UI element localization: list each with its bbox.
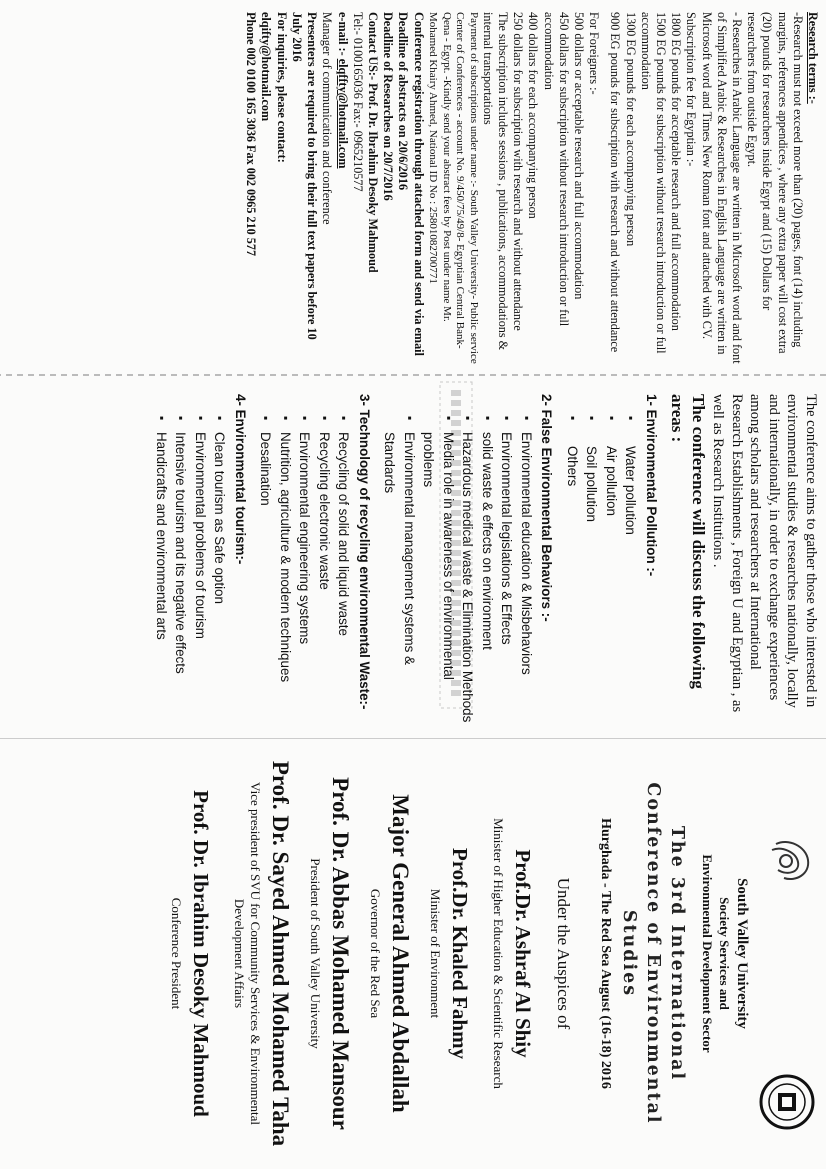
topics-heading: The conference will discuss the following areas : xyxy=(668,394,708,689)
registration-paragraph: Conference registration through attached form and send via email xyxy=(411,12,426,356)
logo-row xyxy=(754,748,818,1159)
foreigners-heading: For Foreigners :- xyxy=(587,12,602,95)
egyptian-fee-4: 900 EG pounds for subscription with research and without attendance xyxy=(608,12,623,353)
list-item: ▪ Water pollution xyxy=(621,416,641,726)
patron-role-3: Governor of the Red Sea xyxy=(368,888,383,1019)
email-label: e-mail :- xyxy=(335,12,350,56)
list-item: ▪ Environmental legislations & Effects xyxy=(497,416,517,726)
foreign-fee-2: 450 dollars for subscription without research introduction or full accommodation xyxy=(541,12,571,327)
presenters-line: Presenters are required to bring their full text papers before 10 July 2016 xyxy=(289,12,320,340)
conference-date-place: Hurghada - The Red Sea August (16-18) 2016 xyxy=(598,818,613,1089)
list-item: ▪ Environmental problems of tourism xyxy=(191,416,211,726)
list-item: ▪ Hazardous medical waste & Elimination Methods xyxy=(458,416,478,726)
inquiries-email[interactable]: elqifty@hotmail.com xyxy=(259,12,274,122)
inquiries-line: For inquiries, please contact: xyxy=(274,12,289,163)
deadline-researches: Deadline of Researches on 20/7/2016 xyxy=(381,12,396,201)
email-line xyxy=(334,12,349,364)
list-item: ▪ Intensive tourism and its negative effects xyxy=(171,416,191,726)
list-item: ▪ Environmental management systems & Standards xyxy=(380,416,419,726)
list-item: ▪ Environmental education & Misbehaviors xyxy=(517,416,537,726)
foreign-fee-4: 250 dollars for subscription with research and without attendance xyxy=(511,12,526,331)
list-item: ▪ Nutrition, agriculture & modern techniques xyxy=(276,416,296,726)
patron-name-1: Prof.Dr. Ashraf Al Shiy xyxy=(511,849,535,1058)
list-item: ▪ Handicrafts and environmental arts xyxy=(152,416,172,726)
conference-title-line-1: The 3rd International xyxy=(667,825,687,1082)
list-item: ▪ Environmental engineering systems xyxy=(295,416,315,726)
subscription-includes: The subscription includes sessions , publications, accommodations & internal transportations xyxy=(480,12,510,351)
patron-role-2: Minister of Environment xyxy=(428,888,443,1019)
tel-fax-line: Tel:- 0100165036 Fax:- 0965210577 xyxy=(350,12,365,192)
list-item: ▪ Recycling of solid and liquid waste xyxy=(334,416,354,726)
sector-line-2: Environmental Development Sector xyxy=(700,854,715,1053)
patron-name-6: Prof. Dr. Ibrahim Desoky Mahmoud xyxy=(189,790,213,1117)
email-link[interactable]: elqffty@hotmail.com xyxy=(335,58,350,169)
conference-title-line-2: Conference of Environmental Studies xyxy=(619,782,663,1125)
list-item: ▪ Desalination xyxy=(256,416,276,726)
terms-panel xyxy=(0,0,826,378)
section-title-tourism: 4- Environmental tourism:- xyxy=(233,394,248,565)
conference-aims: The conference aims to gather those who interested in environmental studies & researches nationally, locally and internationally, in order to exchange experiences among scholars and researchers at International Research Establishments , Foreign U and Egyptian , as well as Research Institutions . xyxy=(710,394,819,713)
list-item: ▪ Recycling electronic waste xyxy=(315,416,335,726)
tourism-list xyxy=(152,394,230,726)
section-title-recycling: 3- Technology of recycling environmental Waste:- xyxy=(357,394,372,710)
payment-paragraph: Payment of subscriptions under name :- South Valley University- Public service Center of Conferences - account No. 9/450/75/49/8- Egyptian Central Bank- Qena - Egypt. -Kindly send your abstract fees by Post under name Mr. Mohamed Khairy Ahmed, National ID No : 25801082700771 xyxy=(427,12,480,364)
patron-role-6: Conference President xyxy=(169,897,184,1010)
list-item: ▪ solid waste & effects on environment xyxy=(478,416,498,726)
university-logo-icon xyxy=(758,1073,816,1131)
list-item: ▪ Clean tourism as Safe option xyxy=(210,416,230,726)
patron-name-4: Prof. Dr. Abbas Mohamed Mansour xyxy=(328,777,353,1130)
egyptian-fee-1: 1800 EG pounds for acceptable research and full accommodation xyxy=(669,12,684,331)
patron-name-3: Major General Ahmed Abdallah xyxy=(388,794,413,1113)
list-item: ▪ Soil pollution xyxy=(582,416,602,726)
research-terms-heading: Research terms :- xyxy=(806,12,820,104)
cover-panel xyxy=(0,738,826,1169)
patron-role-5: Vice president of SVU for Community Services & Environmental Development Affairs xyxy=(232,782,263,1125)
fold-line-left xyxy=(0,374,826,376)
foreign-fee-1: 500 dollars or acceptable research and full accommodation xyxy=(571,12,586,300)
list-item: ▪ Air pollution xyxy=(602,416,622,726)
topics-panel xyxy=(0,378,826,738)
pollution-list xyxy=(563,394,641,726)
patron-role-1: Minister of Higher Education & Scientific Research xyxy=(491,818,506,1089)
patron-role-4: President of South Valley University xyxy=(308,858,323,1049)
behaviors-list xyxy=(380,394,536,726)
university-name: South Valley University xyxy=(734,878,750,1029)
list-item: ▪ Others xyxy=(563,416,583,726)
patron-name-2: Prof.Dr. Khaled Fahmy xyxy=(448,847,472,1060)
section-title-behaviors: 2- False Environmental Behaviors :- xyxy=(539,394,555,622)
foreign-fee-3: 400 dollars for each accompanying person xyxy=(526,12,541,219)
conference-emblem-icon xyxy=(762,834,816,888)
auspices-label: Under the Auspices of xyxy=(554,877,573,1030)
phone-fax-line: Phone 002 0100 165 3036 Fax 002 0965 210 577 xyxy=(244,12,259,257)
manager-line: Manager of communication and conference xyxy=(320,12,335,225)
language-paragraph: - Researches in Arabic Language are written in Microsoft word and font of Simplified Arabic & Researches in English Language are written in Microsoft word and Times New Roman font and attached with CV. xyxy=(699,12,744,364)
section-title-pollution: 1- Environmental Pollution :- xyxy=(644,394,659,577)
egyptian-fee-2: 1500 EG pounds for subscription without research introduction or full accommodation xyxy=(638,12,668,354)
egyptian-fee-3: 1300 EG pounds for each accompanying person xyxy=(623,12,638,247)
list-item: ▪ Media role in awareness of environmental problems xyxy=(419,416,458,726)
recycling-list xyxy=(256,394,354,726)
patron-name-5: Prof. Dr. Sayed Ahmed Mohamed Taha xyxy=(268,760,293,1147)
deadline-abstracts: Deadline of abstracts on 20/6/2016 xyxy=(396,12,411,191)
sector-line-1: Society Services and xyxy=(717,897,732,1010)
subscription-egyptian-heading: Subscription fee for Egyptian :- xyxy=(684,12,699,167)
contact-line: Contact US:- Prof. Dr. Ibrahim Desoky Mahmoud xyxy=(365,12,380,273)
terms-paragraph: -Research must not exceed more than (20) pages, font (14) including margins, references appendices , where any extra paper will cost extra (20) pounds for researchers inside Egypt and (15) Dollars for researchers from outside Egypt. xyxy=(745,12,805,354)
